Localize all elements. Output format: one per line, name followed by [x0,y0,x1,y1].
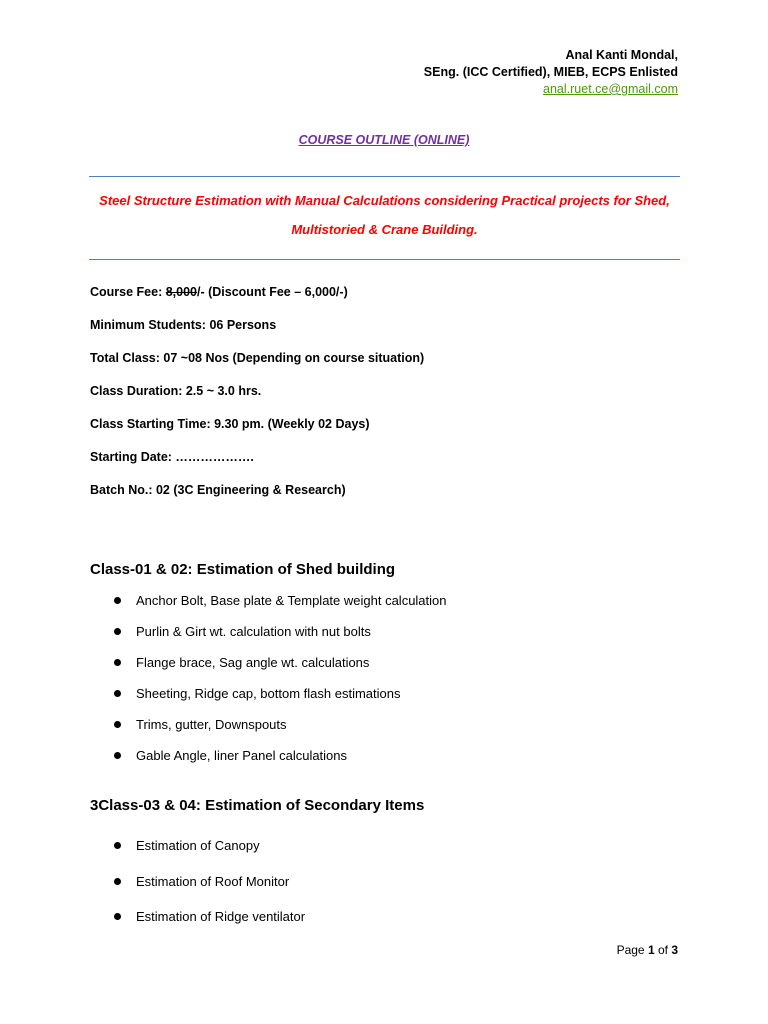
author-name: Anal Kanti Mondal, [565,48,678,62]
page-word: Page [616,943,648,957]
of-word: of [654,943,672,957]
bullet-icon [114,628,121,635]
author-email-link[interactable]: anal.ruet.ce@gmail.com [543,82,678,96]
list-item [114,623,447,654]
course-outline-title: COURSE OUTLINE (ONLINE) [298,133,470,147]
total-pages: 3 [671,943,678,957]
list-item [114,908,305,944]
bullet-icon [114,752,121,759]
course-title-line-2: Multistoried & Crane Building. [291,222,478,237]
list-item [114,592,447,623]
list-item-text: Gable Angle, liner Panel calculations [136,748,348,763]
bullet-icon [114,842,121,849]
author-credentials: SEng. (ICC Certified), MIEB, ECPS Enlisted [423,65,678,79]
fee-label: Course Fee: [90,285,166,299]
starting-date: Starting Date: ………………. [90,450,254,464]
page-number [617,943,678,957]
course-info [90,283,690,514]
section-heading-class-01-02: Class-01 & 02: Estimation of Shed building [90,561,396,578]
list-item-text: Trims, gutter, Downspouts [136,717,287,732]
minimum-students: Minimum Students: 06 Persons [90,318,277,332]
course-fee [90,283,690,316]
bottom-divider [89,259,680,260]
bullet-icon [114,913,121,920]
list-item-text: Estimation of Ridge ventilator [136,909,306,924]
class-duration: Class Duration: 2.5 ~ 3.0 hrs. [90,384,262,398]
fee-discount: /- (Discount Fee – 6,000/-) [197,285,348,299]
list-item [114,873,305,909]
list-item-text: Purlin & Girt wt. calculation with nut bolts [136,624,371,639]
fee-old-price: 8,000 [165,285,197,299]
course-title [89,186,680,244]
list-item-text: Anchor Bolt, Base plate & Template weight calculation [136,593,447,608]
class-start-time: Class Starting Time: 9.30 pm. (Weekly 02 Days) [90,417,370,431]
list-item [114,837,305,873]
list-item-text: Estimation of Roof Monitor [136,873,290,889]
current-page: 1 [647,943,655,957]
section-list-class-03-04 [114,837,305,944]
list-item [114,747,447,778]
bullet-icon [114,690,121,697]
bullet-icon [114,659,121,666]
bullet-icon [114,721,121,728]
bullet-icon [114,878,121,885]
section-heading-class-03-04: 3Class-03 & 04: Estimation of Secondary Items [90,797,425,814]
list-item [114,716,447,747]
course-title-line-1: Steel Structure Estimation with Manual Calculations considering Practical projects for Shed, [99,193,670,208]
list-item [114,685,447,716]
bullet-icon [114,597,121,604]
list-item-text: Estimation of Canopy [136,838,260,853]
batch-number: Batch No.: 02 (3C Engineering & Research) [90,483,346,497]
author-block [424,47,678,98]
top-divider [89,176,680,177]
section-list-class-01-02 [114,592,447,778]
list-item-text: Sheeting, Ridge cap, bottom flash estimations [136,686,401,701]
total-class: Total Class: 07 ~08 Nos (Depending on course situation) [90,351,425,365]
list-item [114,654,447,685]
list-item-text: Flange brace, Sag angle wt. calculations [136,655,370,670]
